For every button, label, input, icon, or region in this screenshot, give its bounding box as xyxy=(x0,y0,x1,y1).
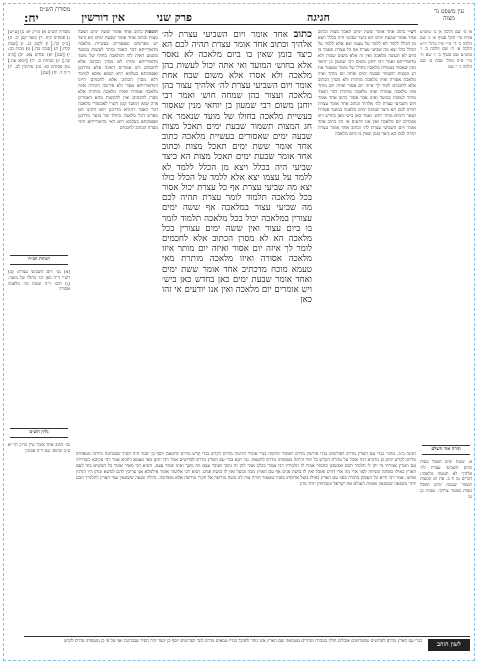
left-margin xyxy=(8,30,70,250)
tractate-name: חגיגה xyxy=(307,11,330,24)
footer xyxy=(24,636,470,655)
bottom-commentary-text: חגיגה כ״ב. מתני׳ בגדי עם הארץ מדרס לפרושים בגדי פרושין מדרס לאוכלי תרומה בגדי אוכלי תרומה מדרס לקדש בגדי קדש מדרס לחטאת יוסף בן יועזר היה חסיד שבכהונה והיתה מטפחתו מדרס לקדש יוחנן בן גודגדא היה אוכל על טהרת הקדש כל ימיו והיתה מטפחתו מדרס לחטאת. גמ׳ תנא בגדי עם הארץ מדרס לפרושים אמר רבי יוחנן מאי טעמא דתניא אמר רבי עקיבא כשהייתי עם הארץ אמרתי מי יתן לי תלמיד חכם ואנשכנו כחמור אמרו לו תלמידיו רבי אמור ככלב אמר להן זה נושך ושובר עצם וזה נושך ואינו שובר עצם. ותניא רבי מאיר אומר כל המשיא בתו לעם הארץ כאילו כופתה ומניחה לפני ארי מה ארי דורס ואוכל ואין לו בושת פנים אף עם הארץ מכה ובועל ואין לו בושת פנים. תניא רבי אליעזר אומר אילמלא אנו צריכין להם למשא ומתן היו הורגין אותנו. אמר רבי חייא כל העוסק בתורה בפני עם הארץ כאילו בועל ארוסתו בפניו שנאמר תורה צוה לנו משה מורשה אל תקרי מורשה אלא מאורסה. גדולה שנאה ששונאין עמי הארץ לתלמיד חכם יותר משנאה ששונאין אומות העולם את ישראל ונשותיהן יותר מהן xyxy=(76,452,416,487)
right-margin-text: א׳ מ׳ שם הלכה א׳ ב׳ טוש״ע או״ח סי׳ תקל סעיף א׳ ג׳ שם הלכה ב׳ ד׳ מיי׳ פ״ז מהל׳ יו״ט הלכה א׳ ה׳ שם הלכה ב׳ ו׳ טוש״ע שם סעיף ב׳ ז׳ שם ח׳ מיי׳ פ״ח מהל׳ שבת ט׳ שם הלכה ג׳ י׳ שם xyxy=(420,30,472,70)
gilyon-box-title: גליון הש״ס xyxy=(10,428,68,438)
gilyon-box xyxy=(8,443,70,623)
gemara-column xyxy=(162,30,312,445)
hagahot-text: (א) גמ׳ ויום השביעי עצרת: (ב) רש״י ד״ה כאן וכו׳ בחולו של מועד: (ג) תוס׳ ד״ה ששת וכו׳ מלאכה אסורה xyxy=(8,270,70,293)
torah-or-box xyxy=(420,460,472,620)
gilyon-text: גמ׳ כתוב אחד אומר עיין מו״ק דף יא ע״ב ובתוס׳ שם ד״ה אומנין xyxy=(8,443,70,454)
torah-or-box-title: תורה אור השלם xyxy=(422,445,470,455)
footer-label: לשון הזהב xyxy=(428,639,470,651)
tosafot-text: כתוב אחד אומר ששת ימים תאכל מצות וכתוב אחד אומר שבעת ימים הא כיצד יש מפרשים שאסורים בעשיית מלאכה מדאורייתא דבר האבד מותר לעשות במועד משמע דאית להו דמלאכה בחולו של מועד מדאורייתא ומיהו לא מסרן הכתוב אלא לחכמים ויש אומרים דאינה אלא מדרבנן ואסמכתא בעלמא היא ושמא איכא למימר דלא מסרן הכתוב אלא לחכמים היינו דמדאורייתא אסור ולא פירשה התורה איזה מלאכה אסורה ואיזה מלאכה מותרת אלא מסרן לחכמים ואין להקשות מהא דאמרינן פרק קמא דמועד קטן דשרי לאכשורי מלאכה דבר האבד דההיא מדרבנן הוא ורבינו תם מפרש דכל מלאכה בחולו של מועד מדרבנן ואסמכתא בעלמא היא דאי מדאורייתא היכי מסרה הכתוב לחכמים xyxy=(78,30,158,131)
mesoret-header-label: עין משפט נר מצוה xyxy=(434,8,464,22)
perek-number: פרק שני xyxy=(156,11,192,24)
left-margin-text: מסורת הש״ס א) מו״ק יא: ב) [ע״ש] ג) פסחים קיח. ד) מועד קטן יב. ה) [ב״ק קה.] ו) לקמן כג. ז) [שבת קלח.] ח) [סוכה מה.] ט) מכות כב: י) [שם] יא) זבחים צא. יב) [ב״ב קכ.] יג) מנחות ס. יד) [יומא עה.] טו) פסחים סז: טז) עירובין לב. יז) ר״ה ד. יח) [שם] xyxy=(8,30,70,76)
bottom-commentary xyxy=(76,452,416,632)
torah-or-text: א. ששת ימים תאכל מצות וביום השביעי עצרת לה׳ אלהיך לא תעשה מלאכה: דברים טז ח ב. את חג המצות תשמר שבעת ימים תאכל מצות כאשר צויתך: שמות כג טו xyxy=(420,460,472,500)
tosafot-title: תוספות xyxy=(144,30,158,35)
rashi-text: כתוב אחד אומר ששת ימים תאכל מצות וכתוב אחד אומר שבעת ימים הא כיצד שביעי היה בכלל ויצא מן הכלל ללמד לא ללמד על עצמו יצא אלא ללמד על הכלל כולו יצא מה שביעי עצרת אף כל עצרת ונאמר בו ביום לא תעשה מלאכה ואין זה אלא משום שבות ולא מדאורייתא ואמר רבי יוחנן משום רבי שמעון בן יוחאי מנין שאסור בעשיית מלאכה בחולו של מועד שנאמר את חג המצות תשמור שבעת ימים ואיזה יום מותר ואיזו מלאכה אסורה ואיזו מלאכה מותרת ולא מסרן הכתוב אלא לחכמים לומר לך איזה יום אסור ואיזה יום מותר איזו מלאכה אסורה ואיזו מלאכה מותרת דבר האבד מותר לעשות במועד ואינו אבד אסור כתוב אחד אומר ויום השביעי עצרת לה׳ אלהיך וכתוב אחד אומר עצרת תהיה לכם הא כיצד שמונה ימים מלאכה במועד אסורה ושאר הימים מותר חוש׳ ואמר כאן ביש׳ כאן בחדש ויש אומרים יום מלאכה ואין אנו יודעים אי זהו כתוב אחד אומר ויום השביעי עצרת לה׳ וכתוב אחד אומר עצרת תהיה לכם הא כיצד בזמן שאין בו ביום מלאכה xyxy=(318,30,416,137)
rashi-title: רש״י xyxy=(407,30,416,35)
rashi-column xyxy=(318,30,416,480)
gemara-opening-word: כתוב xyxy=(293,30,312,40)
chapter-name: אין דורשין xyxy=(81,11,125,24)
gemara-text: אחד אומר ויום השביעי עצרת לה׳ אלהיך וכתוב אחד אומר עצרת תהיה לכם הא כיצד בזמן שאין בו ביום מלאכה לא נאסר אלא בחוש׳ המועד ואי אתה יכול לעשות בהן מלאכה ולא אסרו אלא משום שבח אחת אומר ויום השביעי עצרת לה׳ אלהיך עצור בהן מלאכה ועצור בהן שמחה חוש׳ ואמר רבי יוחנן משום רבי שמעון בן יוחאי מנין שאסור בעשיית מלאכה בחולו של מועד שנאמר את חג המצות תשמור שבעת ימים תאכל מצות שבעה ימים שאסורים בעשיית מלאכה כתוב אחד אומר ששת ימים תאכל מצות וכתוב אחד אומר שבעת ימים תאכל מצות הא כיצד שביעי היה בכלל ויצא מן הכלל ללמד לא ללמד על עצמו יצא אלא ללמד על הכלל כולו יצא מה שביעי עצרת אף כל עצרת יכול אסור בכל מלאכה תלמוד לומר עצרת תהיה לכם מה שביעי עצור במלאכה אף ששה ימים עצורין במלאכה יכול בכל מלאכה תלמוד לומר בו ביום עצור ואין ששה ימים עצורין בכל מלאכה הא לא מסרן הכתוב אלא לחכמים לומר לך איזה יום אסור ואיזה יום מותר איזו מלאכה אסורה ואיזו מלאכה מותרת מאי טעמא מוכח מדכתיב אחד אומר ששת ימים ואחד אומר שבעת ימים כאן בחדש כאן ביש׳ ויש אומרים יום מלאכה ואין אנו יודעים אי זהו כאן xyxy=(162,30,312,306)
header-rule xyxy=(24,24,418,25)
ein-mishpat-header-label: מסורת הש״ס xyxy=(39,6,71,13)
footer-text: בגדי עם הארץ מדרס לפרושים שהפרושים אוכלים חולין בטהרה ונזהרים מטומאה ועם הארץ אינו נזהר ולפיכך בגדיו טמאים מדרס לגבי הפרושים יוסף בן יועזר היה חסיד שבכהונה ואף על פי כן מטפחתו מדרס לקדש xyxy=(63,639,422,644)
daf-number: יח: xyxy=(24,11,39,25)
right-margin xyxy=(420,30,472,440)
hagahot-box-title: הגהות הב״ח xyxy=(10,255,68,265)
hagahot-box xyxy=(8,270,70,420)
tosafot-column xyxy=(78,30,158,480)
